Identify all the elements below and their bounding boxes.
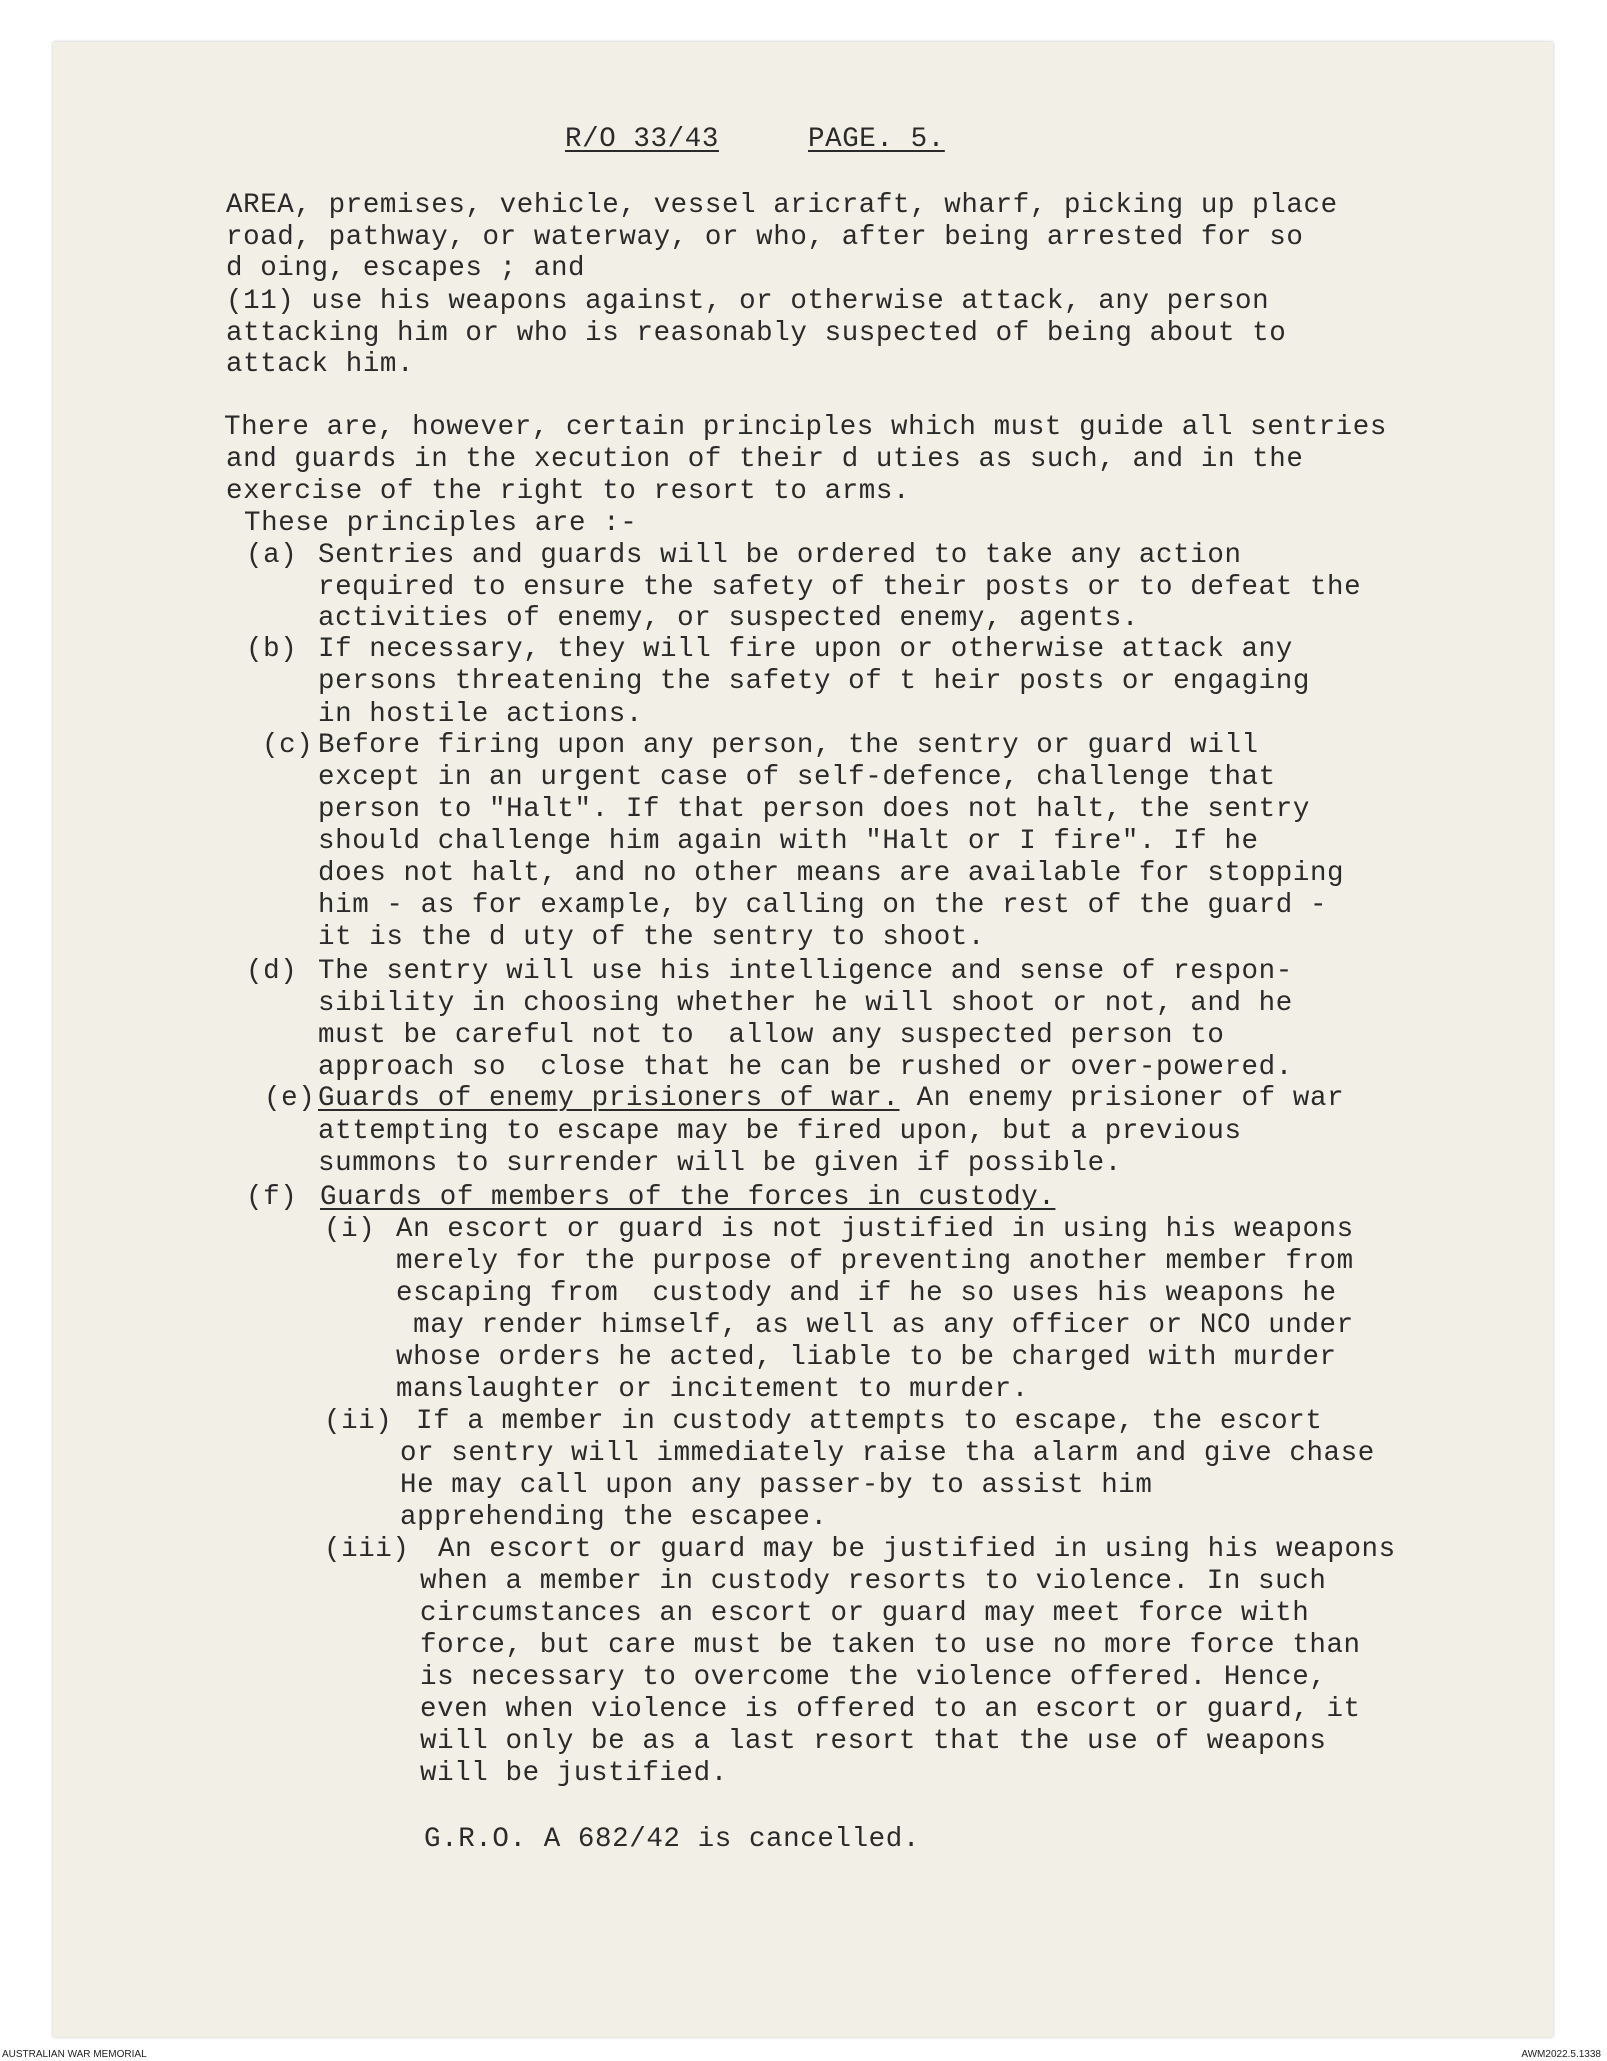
item-d-line: The sentry will use his intelligence and sense of respon- — [318, 956, 1293, 987]
subitem-i-line: merely for the purpose of preventing another member from — [396, 1246, 1354, 1277]
subitem-label-i: (i) — [324, 1214, 376, 1245]
intro-line: exercise of the right to resort to arms. — [226, 476, 911, 507]
opening-line: d oing, escapes ; and — [226, 253, 586, 284]
subitem-ii-line: apprehending the escapee. — [400, 1502, 828, 1533]
subitem-iii-line: will be justified. — [420, 1758, 728, 1789]
subitem-iii-line: even when violence is offered to an escort or guard, it — [420, 1694, 1361, 1725]
item-b-line: in hostile actions. — [318, 699, 643, 730]
subitem-i-line: escaping from custody and if he so uses his weapons he — [396, 1278, 1337, 1309]
opening-line: AREA, premises, vehicle, vessel aricraft, wharf, picking up place — [226, 190, 1338, 221]
subitem-ii-line: or sentry will immediately raise tha alarm and give chase — [400, 1438, 1375, 1469]
item-label-d: (d) — [246, 956, 298, 987]
item-c-line: except in an urgent case of self-defence, challenge that — [318, 762, 1276, 793]
footer-credit: AUSTRALIAN WAR MEMORIAL — [2, 2049, 147, 2060]
opening-line: attacking him or who is reasonably suspected of being about to — [226, 318, 1287, 349]
subitem-label-iii: (iii) — [324, 1534, 410, 1565]
item-d-line: sibility in choosing whether he will shoot or not, and he — [318, 988, 1293, 1019]
intro-line: and guards in the xecution of their d uties as such, and in the — [226, 444, 1304, 475]
item-e-line: summons to surrender will be given if possible. — [318, 1148, 1122, 1179]
item-d-line: must be careful not to allow any suspected person to — [318, 1020, 1225, 1051]
item-c-line: Before firing upon any person, the sentry or guard will — [318, 730, 1259, 761]
subitem-iii-line: An escort or guard may be justified in using his weapons — [438, 1534, 1396, 1565]
item-c-line: person to "Halt". If that person does not halt, the sentry — [318, 794, 1310, 825]
item-label-e: (e) — [264, 1083, 316, 1114]
item-b-line: If necessary, they will fire upon or otherwise attack any — [318, 634, 1293, 665]
subitem-i-line: whose orders he acted, liable to be charged with murder — [396, 1342, 1337, 1373]
subitem-i-line: An escort or guard is not justified in using his weapons — [396, 1214, 1354, 1245]
item-f-heading: Guards of members of the forces in custody. — [320, 1182, 1056, 1213]
intro-line: There are, however, certain principles which must guide all sentries — [224, 412, 1387, 443]
item-a-line: activities of enemy, or suspected enemy, agents. — [318, 603, 1139, 634]
closing-line: G.R.O. A 682/42 is cancelled. — [424, 1824, 920, 1855]
item-b-line: persons threatening the safety of t heir posts or engaging — [318, 666, 1310, 697]
item-e-line: attempting to escape may be fired upon, but a previous — [318, 1116, 1242, 1147]
item-label-f: (f) — [246, 1182, 298, 1213]
item-a-line: required to ensure the safety of their posts or to defeat the — [318, 572, 1362, 603]
subitem-ii-line: He may call upon any passer-by to assist him — [400, 1470, 1153, 1501]
subitem-label-ii: (ii) — [324, 1406, 393, 1437]
principles-heading: These principles are :- — [244, 508, 638, 539]
subitem-iii-line: will only be as a last resort that the use of weapons — [420, 1726, 1327, 1757]
item-e-first-rest: An enemy prisioner of war — [899, 1083, 1345, 1114]
item-c-line: should challenge him again with "Halt or I fire". If he — [318, 826, 1259, 857]
subitem-iii-line: force, but care must be taken to use no more force than — [420, 1630, 1361, 1661]
subitem-iii-line: when a member in custody resorts to violence. In such — [420, 1566, 1327, 1597]
subitem-ii-line: If a member in custody attempts to escape, the escort — [416, 1406, 1323, 1437]
subitem-i-line: manslaughter or incitement to murder. — [396, 1374, 1029, 1405]
item-label-b: (b) — [246, 634, 298, 665]
footer-accession: AWM2022.5.1338 — [1521, 2049, 1601, 2060]
item-label-a: (a) — [246, 540, 298, 571]
subitem-i-line: may render himself, as well as any officer or NCO under — [396, 1310, 1354, 1341]
opening-line: attack him. — [226, 349, 415, 380]
opening-line: road, pathway, or waterway, or who, after being arrested for so — [226, 222, 1304, 253]
item-e-heading: Guards of enemy prisioners of war. — [318, 1083, 900, 1114]
item-c-line: does not halt, and no other means are available for stopping — [318, 858, 1345, 889]
subitem-iii-line: is necessary to overcome the violence offered. Hence, — [420, 1662, 1327, 1693]
page-number: PAGE. 5. — [808, 124, 945, 155]
item-label-c: (c) — [262, 730, 314, 761]
item-c-line: him - as for example, by calling on the rest of the guard - — [318, 890, 1328, 921]
subitem-iii-line: circumstances an escort or guard may meet force with — [420, 1598, 1310, 1629]
item-d-line: approach so close that he can be rushed or over-powered. — [318, 1052, 1293, 1083]
item-a-line: Sentries and guards will be ordered to take any action — [318, 540, 1242, 571]
item-c-line: it is the d uty of the sentry to shoot. — [318, 922, 986, 953]
page-reference: R/O 33/43 — [565, 124, 719, 155]
opening-line: (11) use his weapons against, or otherwise attack, any person — [226, 286, 1270, 317]
item-e-first-line — [318, 1083, 1344, 1115]
